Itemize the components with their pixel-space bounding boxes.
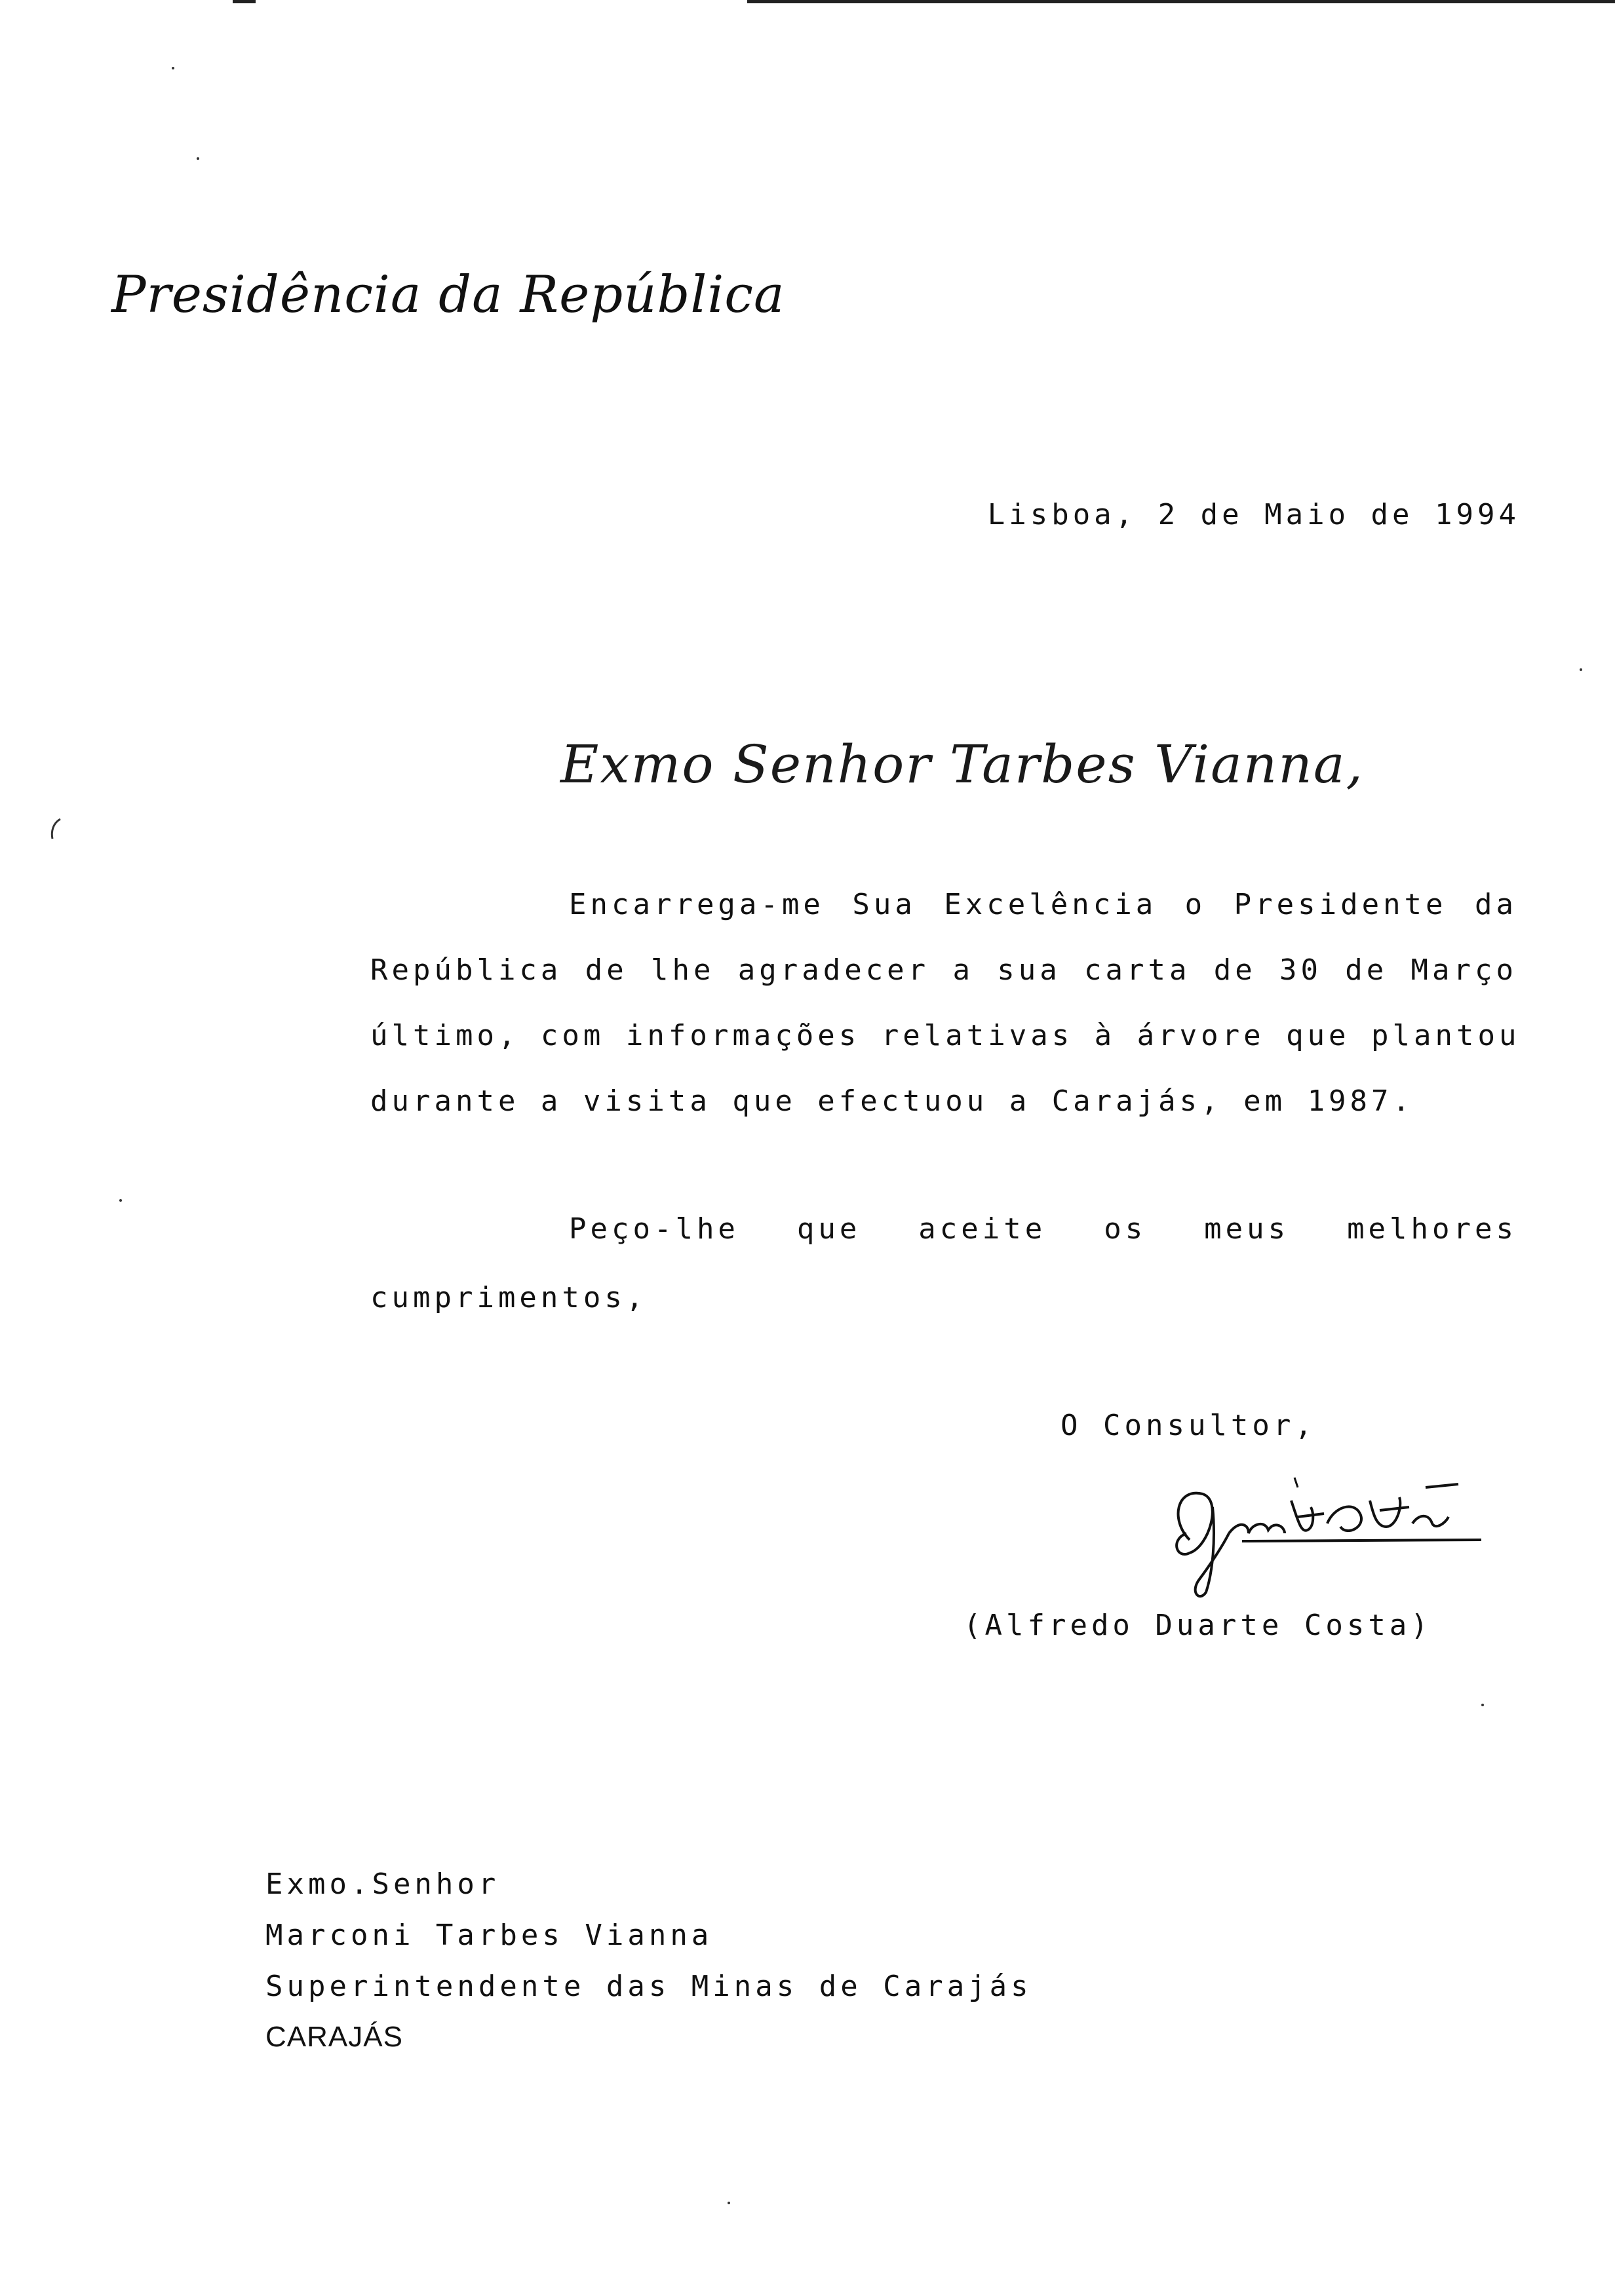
closing-line: O Consultor, <box>1060 1409 1316 1442</box>
scan-mark <box>46 816 66 842</box>
scan-speck <box>172 67 174 69</box>
scan-speck <box>197 157 199 160</box>
paragraph-1-line: último, com informações relativas à árvore que plantou <box>370 1019 1521 1052</box>
scan-speck <box>119 1199 122 1202</box>
date-line: Lisboa, 2 de Maio de 1994 <box>987 498 1520 531</box>
scan-speck <box>728 2202 730 2204</box>
recipient-line: CARAJÁS <box>265 2021 403 2053</box>
recipient-line: Marconi Tarbes Vianna <box>265 1919 713 1952</box>
paragraph-2-line: Peço-lhe que aceite os meus melhores <box>569 1212 1517 1246</box>
scan-speck <box>1580 668 1582 671</box>
handwritten-signature <box>1150 1461 1491 1605</box>
handwritten-salutation: Exmo Senhor Tarbes Vianna, <box>560 734 1364 795</box>
paragraph-1-line: Encarrega-me Sua Excelência o Presidente da <box>569 888 1517 921</box>
scan-edge-line-right <box>747 0 1615 3</box>
signer-name: (Alfredo Duarte Costa) <box>963 1609 1432 1642</box>
scan-speck <box>1481 1704 1484 1706</box>
letterhead-title: Presidência da República <box>111 265 785 324</box>
recipient-line: Exmo.Senhor <box>265 1867 500 1901</box>
paragraph-2-line: cumprimentos, <box>370 1281 648 1314</box>
recipient-line: Superintendente das Minas de Carajás <box>265 1970 1032 2003</box>
paragraph-1-line: República de lhe agradecer a sua carta de 30 de Março <box>370 953 1517 987</box>
paragraph-1-line: durante a visita que efectuou a Carajás, em 1987. <box>370 1084 1414 1118</box>
scan-edge-line-left <box>233 0 256 3</box>
